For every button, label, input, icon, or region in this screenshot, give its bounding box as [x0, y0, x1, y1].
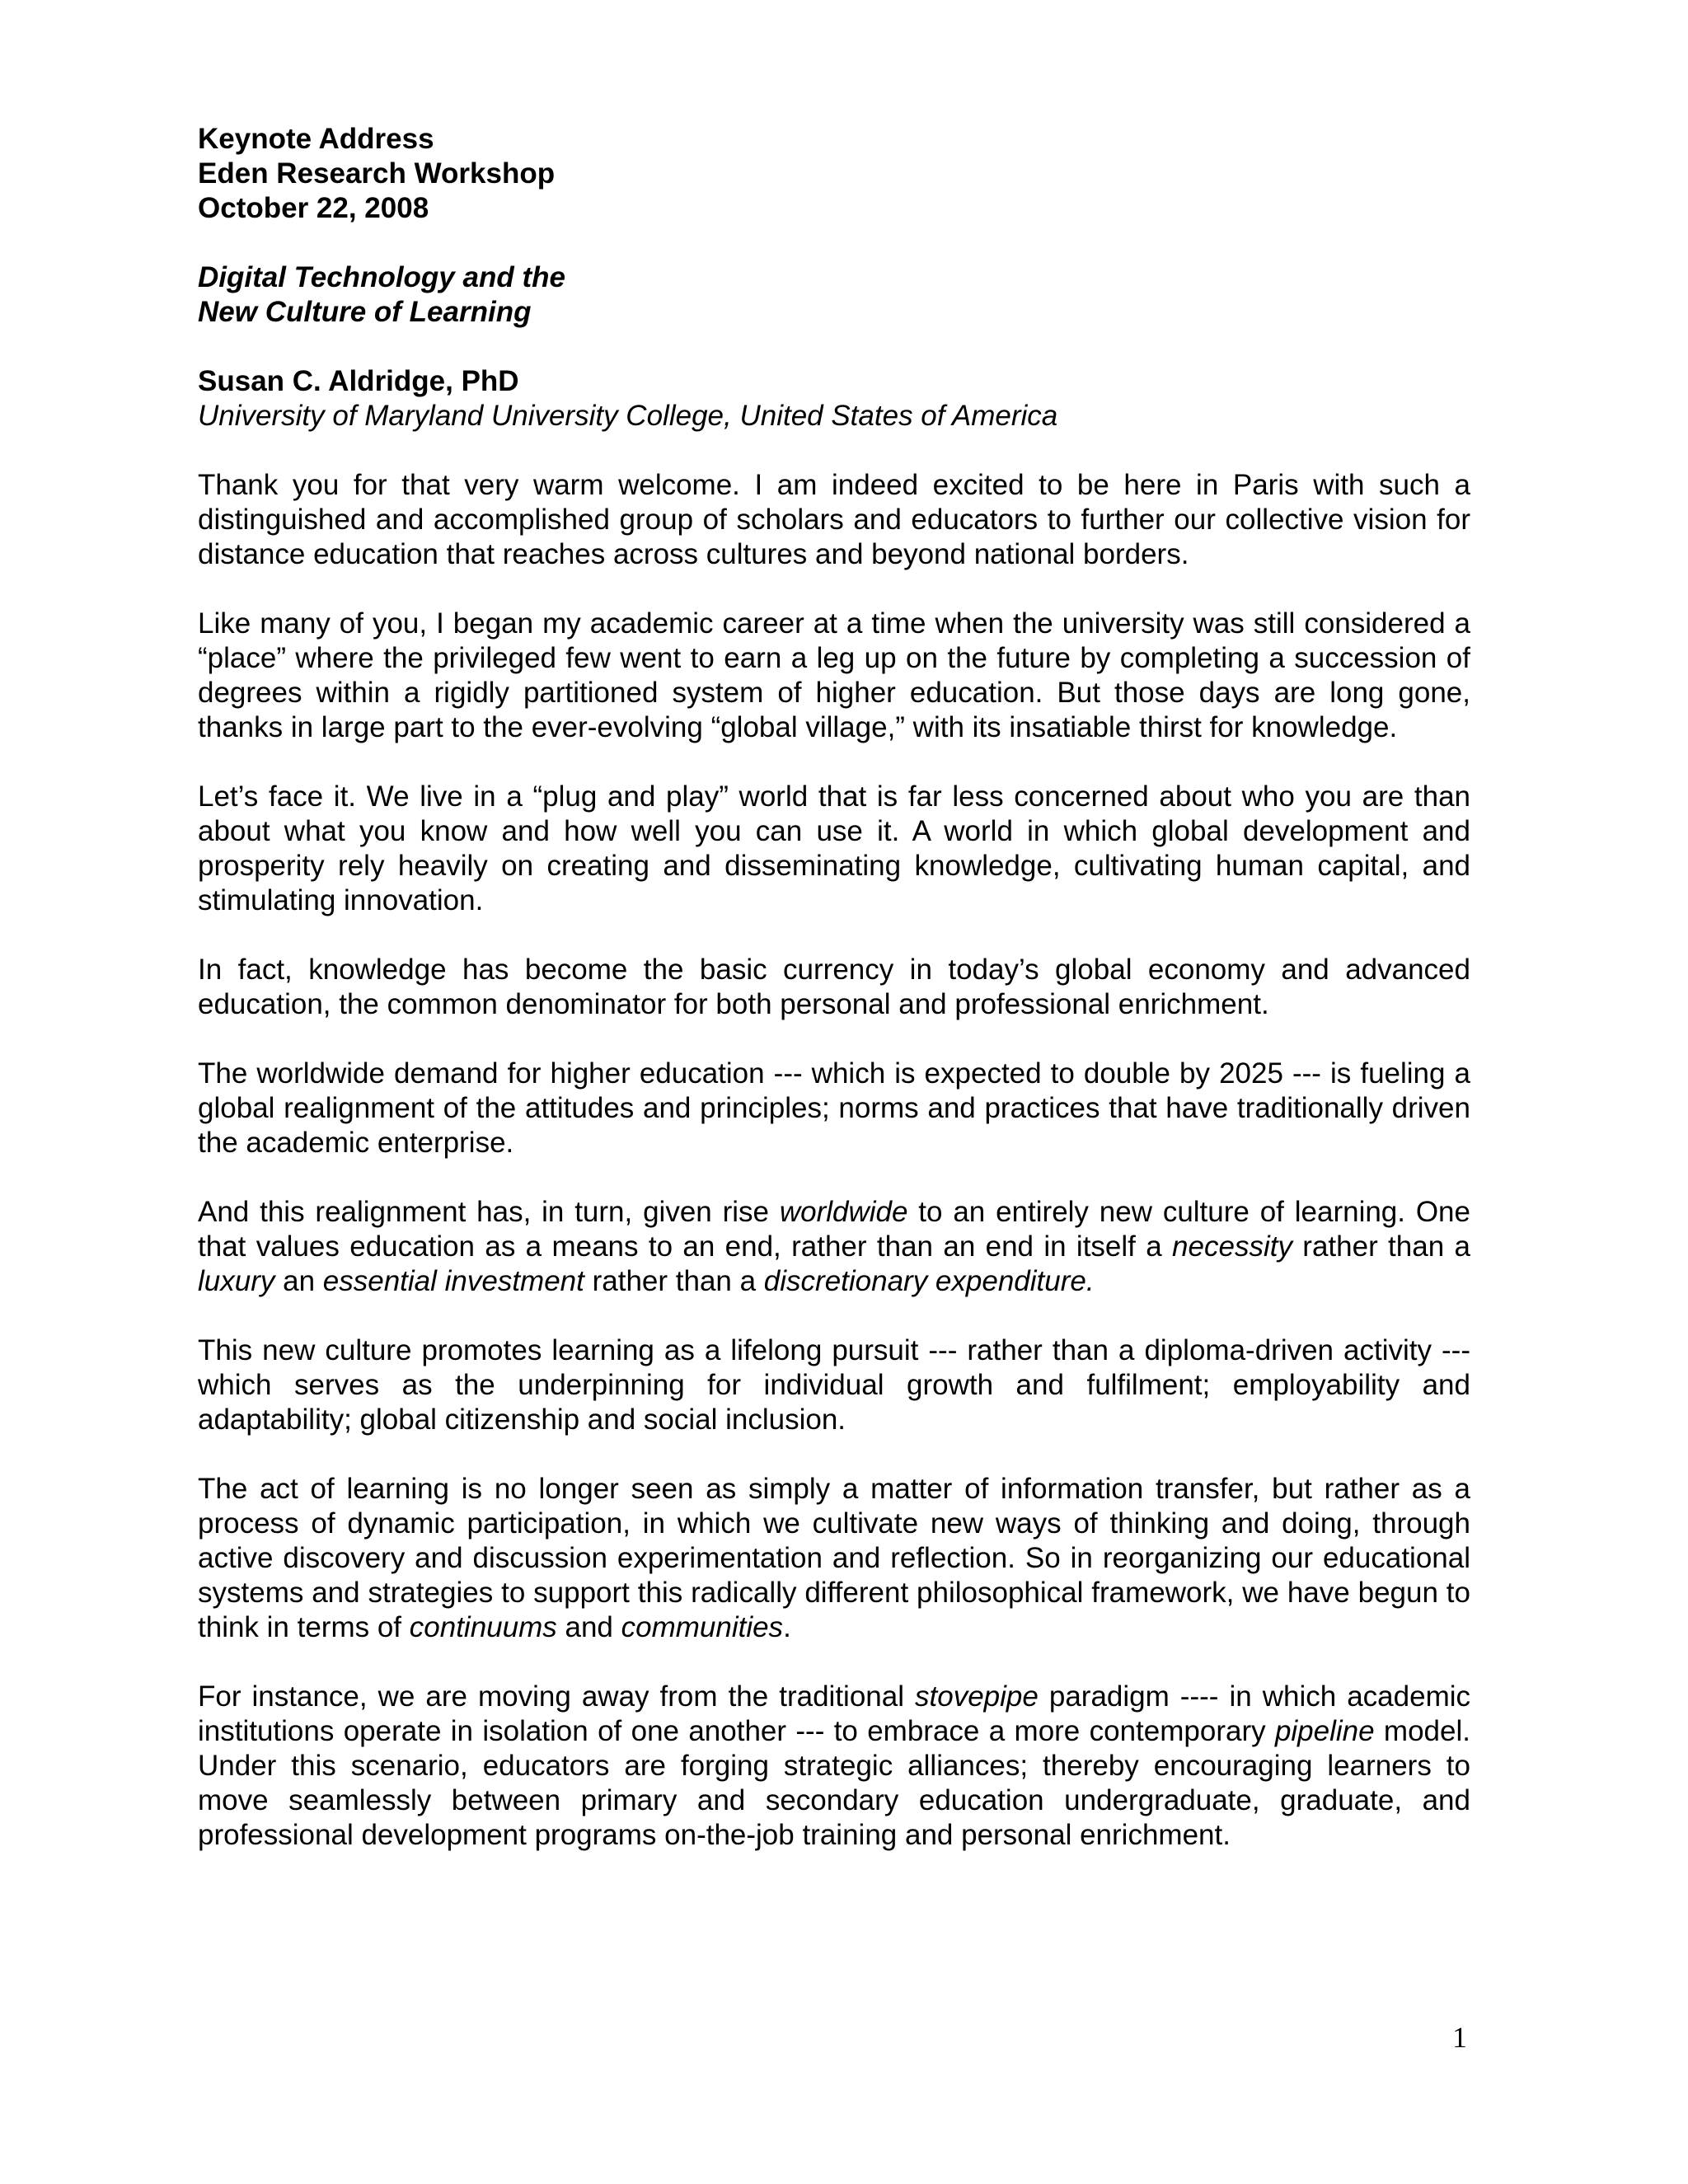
paragraph-8-text: .: [783, 1611, 791, 1643]
emphasis-luxury: luxury: [198, 1265, 275, 1297]
emphasis-worldwide: worldwide: [779, 1196, 908, 1228]
paragraph-2: Like many of you, I began my academic career at a time when the university was still considered a “place” where the privileged few went to earn a leg up on the future by completing a succession of degrees within a rigidly partitioned system of higher education. But those days are long gone, thanks in large part to the ever-evolving “global village,” with its insatiable thirst for knowledge.: [198, 607, 1470, 743]
emphasis-essential-investment: essential investment: [322, 1265, 584, 1297]
paragraph-9-text: model. Under this scenario, educators are forging strategic alliances; thereby encouraging learners to move seamlessly between primary and secondary education undergraduate, graduate, and professional development programs on-the-job training and personal enrichment.: [198, 1715, 1470, 1851]
paragraph-8-text: and: [556, 1611, 621, 1643]
author-name: Susan C. Aldridge, PhD: [198, 365, 519, 397]
header-event-type: Keynote Address: [198, 123, 434, 155]
paragraph-6-text: an: [274, 1265, 323, 1297]
document-header: [198, 122, 1470, 226]
paragraph-8-text: The act of learning is no longer seen as simply a matter of information transfer, but rather as a process of dynamic participation, in which we cultivate new ways of thinking and doing, through active discovery and discussion experimentation and reflection. So in reorganizing our educational systems and strategies to support this radically different philosophical framework, we have begun to think in terms of: [198, 1473, 1470, 1643]
paragraph-7: This new culture promotes learning as a lifelong pursuit --- rather than a diploma-driven activity --- which serves as the underpinning for individual growth and fulfilment; employability and adaptability; global citizenship and social inclusion.: [198, 1334, 1470, 1436]
paragraph-6-text: rather than a: [1292, 1230, 1470, 1263]
paragraph-5: The worldwide demand for higher education --- which is expected to double by 2025 --- is fueling a global realignment of the attitudes and principles; norms and practices that have traditionally driven the academic enterprise.: [198, 1057, 1470, 1159]
emphasis-stovepipe: stovepipe: [915, 1680, 1039, 1713]
title-line-1: Digital Technology and the: [198, 261, 565, 293]
emphasis-pipeline: pipeline: [1274, 1715, 1375, 1747]
document-page: [198, 122, 1470, 1887]
paragraph-9-text: paradigm ---- in which academic institutions operate in isolation of one another --- to embrace a more contemporary: [198, 1680, 1470, 1747]
paragraph-9-text: For instance, we are moving away from the traditional: [198, 1680, 916, 1713]
paragraph-6: [198, 1195, 1470, 1299]
paragraph-1: Thank you for that very warm welcome. I am indeed excited to be here in Paris with such a distinguished and accomplished group of scholars and educators to further our collective vision for distance education that reaches across cultures and beyond national borders.: [198, 469, 1470, 570]
emphasis-communities: communities: [621, 1611, 784, 1643]
paragraph-3: Let’s face it. We live in a “plug and play” world that is far less concerned about who you are than about what you know and how well you can use it. A world in which global development and prosperity rely heavily on creating and disseminating knowledge, cultivating human capital, and stimulating innovation.: [198, 780, 1470, 916]
paragraph-6-text: to an entirely new culture of learning. One that values education as a means to an end, rather than an end in itself a: [198, 1196, 1470, 1263]
paragraph-4: In fact, knowledge has become the basic currency in today’s global economy and advanced education, the common denominator for both personal and professional enrichment.: [198, 954, 1470, 1020]
title-line-2: New Culture of Learning: [198, 296, 532, 328]
author-block: [198, 364, 1470, 434]
document-title: [198, 260, 1470, 330]
paragraph-9: [198, 1680, 1470, 1853]
author-affiliation: University of Maryland University College, United States of America: [198, 400, 1058, 432]
paragraph-6-text: And this realignment has, in turn, given rise: [198, 1196, 780, 1228]
page-number: 1: [1452, 2021, 1467, 2054]
header-date: October 22, 2008: [198, 192, 429, 224]
emphasis-continuums: continuums: [409, 1611, 557, 1643]
emphasis-discretionary-expenditure: discretionary expenditure.: [763, 1265, 1095, 1297]
paragraph-8: [198, 1472, 1470, 1645]
header-event-name: Eden Research Workshop: [198, 157, 556, 190]
paragraph-6-text: rather than a: [584, 1265, 764, 1297]
emphasis-necessity: necessity: [1172, 1230, 1292, 1263]
